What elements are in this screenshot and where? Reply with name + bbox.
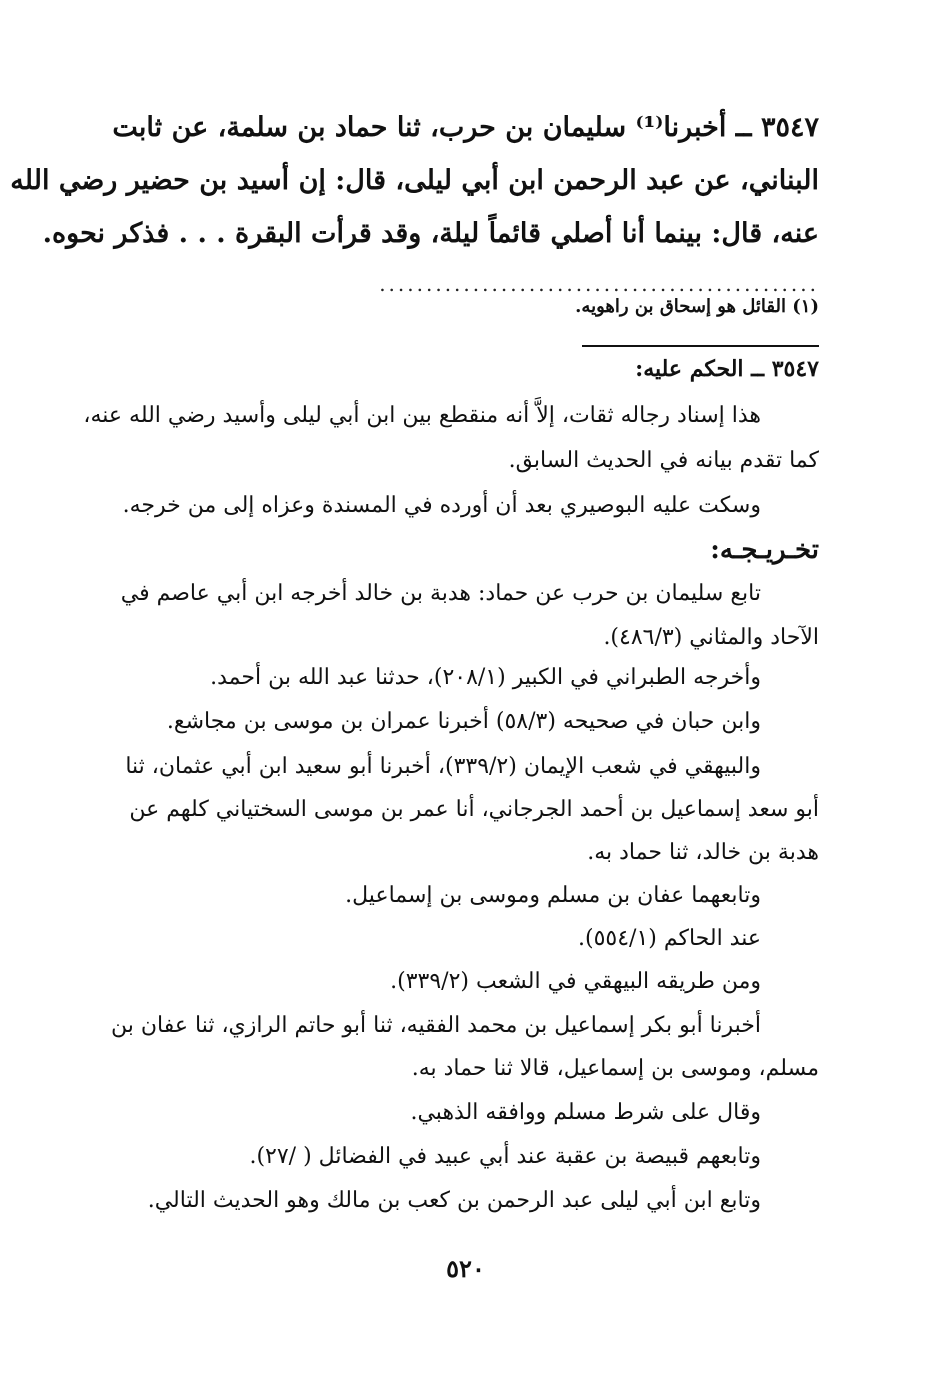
ruling-p1-line1: هذا إسناد رجاله ثقات، إلاَّ أنه منقطع بين ابن أبي ليلى وأسيد رضي الله عنه، bbox=[83, 403, 761, 428]
section-rule bbox=[582, 345, 819, 347]
hadith-line-3: عنه، قال: بينما أنا أصلي قائماً ليلة، وقد قرأت البقرة . . . فذكر نحوه. bbox=[42, 218, 819, 249]
page-number: ٥٢٠ bbox=[446, 1254, 485, 1283]
takhrij-line: ومن طريقه البيهقي في الشعب (٣٣٩/٢). bbox=[390, 969, 761, 994]
takhrij-heading: تخـريـجـه: bbox=[710, 535, 819, 565]
footnote-text: (١) القائل هو إسحاق بن راهويه. bbox=[575, 296, 819, 317]
ruling-heading: ٣٥٤٧ ــ الحكم عليه: bbox=[635, 356, 819, 382]
takhrij-line: وتابعهم قبيصة بن عقبة عند أبي عبيد في الفضائل ( /٢٧). bbox=[249, 1144, 761, 1169]
footnote-separator: ............................................... bbox=[379, 272, 819, 296]
takhrij-line: تابع سليمان بن حرب عن حماد: هدبة بن خالد أخرجه ابن أبي عاصم في bbox=[120, 581, 761, 606]
takhrij-line: والبيهقي في شعب الإيمان (٣٣٩/٢)، أخبرنا أبو سعيد ابن أبي عثمان، ثنا bbox=[125, 754, 761, 779]
takhrij-line: وتابعهما عفان بن مسلم وموسى بن إسماعيل. bbox=[345, 883, 761, 908]
takhrij-line: وقال على شرط مسلم ووافقه الذهبي. bbox=[410, 1100, 761, 1125]
ruling-p2-line1: وسكت عليه البوصيري بعد أن أورده في المسندة وعزاه إلى من خرجه. bbox=[122, 493, 761, 518]
takhrij-line: الآحاد والمثاني (٤٨٦/٣). bbox=[603, 625, 819, 650]
takhrij-line: وابن حبان في صحيحه (٥٨/٣) أخبرنا عمران بن موسى بن مجاشع. bbox=[166, 709, 761, 734]
ruling-p1-line2: كما تقدم بيانه في الحديث السابق. bbox=[508, 448, 819, 473]
takhrij-line: عند الحاكم (٥٥٤/١). bbox=[578, 926, 761, 951]
takhrij-line: وأخرجه الطبراني في الكبير (٢٠٨/١)، حدثنا عبد الله بن أحمد. bbox=[210, 665, 761, 690]
takhrij-line: أبو سعد إسماعيل بن أحمد الجرجاني، أنا عمر بن موسى السختياني كلهم عن bbox=[129, 797, 819, 822]
takhrij-line: أخبرنا أبو بكر إسماعيل بن محمد الفقيه، ثنا أبو حاتم الرازي، ثنا عفان بن bbox=[111, 1013, 761, 1038]
takhrij-line: مسلم، وموسى بن إسماعيل، قالا ثنا حماد به. bbox=[411, 1056, 819, 1081]
hadith-line-2: البناني، عن عبد الرحمن ابن أبي ليلى، قال: إن أسيد بن حضير رضي الله bbox=[10, 165, 819, 196]
takhrij-line: هدبة بن خالد، ثنا حماد به. bbox=[587, 840, 819, 865]
page bbox=[10, 0, 819, 1373]
hadith-line-1: ٣٥٤٧ ــ أخبرنا⁽¹⁾ سليمان بن حرب، ثنا حماد بن سلمة، عن ثابت bbox=[112, 112, 819, 143]
takhrij-line: وتابع ابن أبي ليلى عبد الرحمن بن كعب بن مالك وهو الحديث التالي. bbox=[147, 1188, 761, 1213]
